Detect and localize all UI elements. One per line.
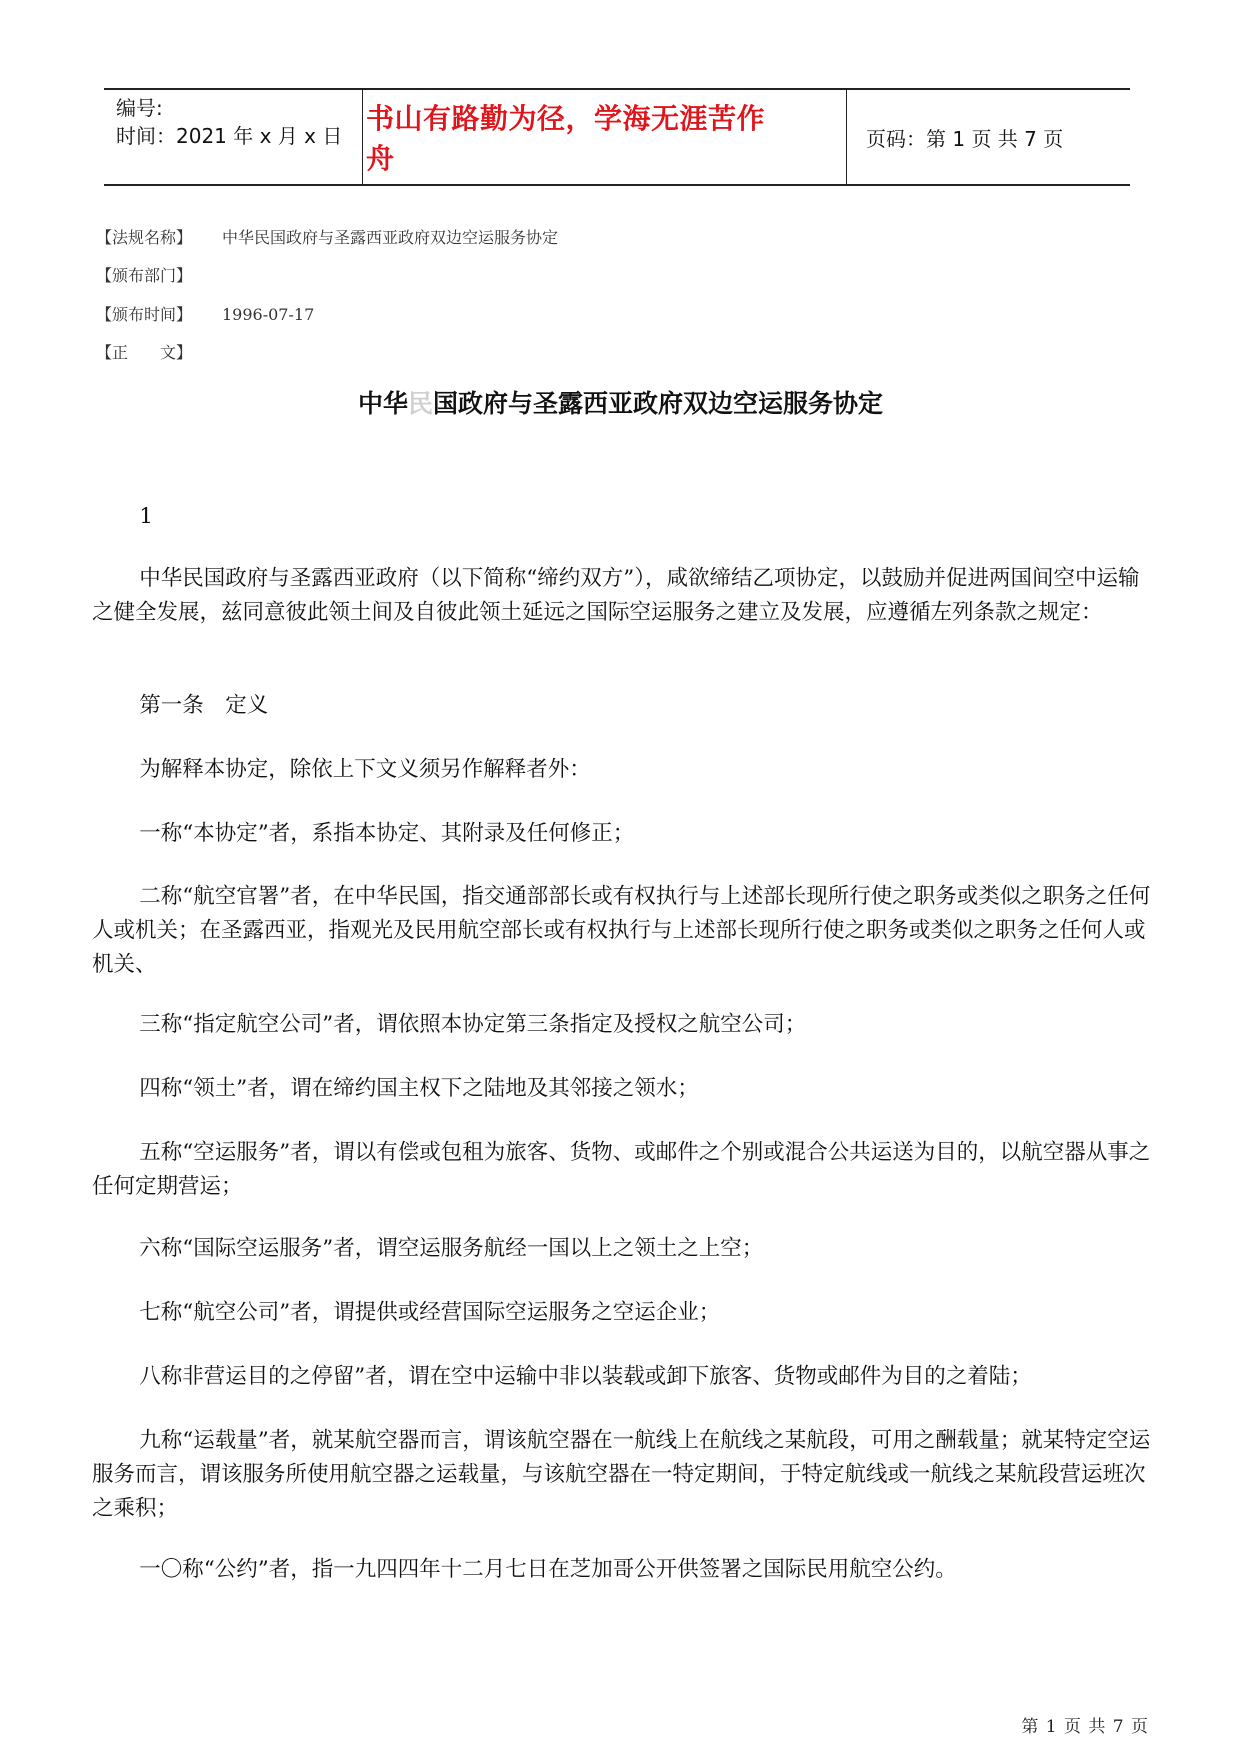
header-motto: 书山有路勤为径，学海无涯苦作舟 [366,102,766,175]
paragraph [92,1232,1156,1266]
paragraph [92,1553,1156,1587]
paragraph-text: 为解释本协定，除依上下文义须另作解释者外： [139,757,591,782]
paragraph-text: 四称“领土”者，谓在缔约国主权下之陆地及其邻接之领水； [139,1076,699,1101]
paragraph [92,1136,1156,1204]
paragraph [92,880,1156,982]
paragraph-text: 三称“指定航空公司”者，谓依照本协定第三条指定及授权之航空公司； [139,1012,807,1037]
paragraph-text: 五称“空运服务”者，谓以有偿或包租为旅客、货物、或邮件之个别或混合公共运送为目的，以航空器从事之任何定期营运； [92,1140,1151,1199]
header-divider [846,90,847,184]
header-info [116,94,356,150]
paragraph-text: 八称非营运目的之停留”者，谓在空中运输中非以装载或卸下旅客、货物或邮件为目的之着陆； [139,1364,1032,1389]
paragraph [92,562,1156,630]
article-heading: 第一条 定义 [139,693,269,718]
paragraph-text: 九称“运载量”者，就某航空器而言，谓该航空器在一航线上在航线之某航段，可用之酬载量；就某特定空运服务而言，谓该服务所使用航空器之运载量，与该航空器在一特定期间，于特定航线或一航线之某航段营运班次之乘积； [92,1428,1151,1521]
paragraph-text: 二称“航空官署”者，在中华民国，指交通部部长或有权执行与上述部长现所行使之职务或类似之职务之任何人或机关；在圣露西亚，指观光及民用航空部长或有权执行与上述部长现所行使之职务或类似之职务之任何人或机关、 [92,884,1151,977]
title-part: 国政府与圣露西亚政府双边空运服务协定 [433,389,884,418]
paragraph-text: 七称“航空公司”者，谓提供或经营国际空运服务之空运企业； [139,1300,721,1325]
number-label: 编号: [116,96,163,120]
paragraph-text: 一〇称“公约”者，指一九四四年十二月七日在芝加哥公开供签署之国际民用航空公约。 [139,1557,957,1582]
paragraph [92,689,1156,723]
paragraph [92,1072,1156,1106]
paragraph-text: 六称“国际空运服务”者，谓空运服务航经一国以上之领土之上空； [139,1236,764,1261]
meta-row-body [96,340,222,363]
header-divider [362,90,363,184]
paragraph [92,1296,1156,1330]
paragraph-text: 一称“本协定”者，系指本协定、其附录及任何修正； [139,821,635,846]
paragraph [92,817,1156,851]
paragraph [92,753,1156,787]
meta-row-department [96,263,222,286]
document-header [104,88,1130,186]
title-part-highlight: 民 [407,389,433,418]
page-footer: 第 1 页 共 7 页 [1021,1717,1149,1737]
header-page-label: 页码：第 1 页 共 7 页 [866,126,1064,151]
paragraph [92,1360,1156,1394]
paragraph [92,1008,1156,1042]
paragraph-text: 中华民国政府与圣露西亚政府（以下简称“缔约双方”），咸欲缔结乙项协定，以鼓励并促进两国间空中运输之健全发展，兹同意彼此领土间及自彼此领土延远之国际空运服务之建立及发展，应遵循左列条款之规定： [92,566,1140,625]
meta-row-date [96,302,314,325]
meta-value: 中华民国政府与圣露西亚政府双边空运服务协定 [222,228,559,247]
section-number-block [92,500,1156,534]
meta-row-name [96,225,558,248]
meta-label: 【法规名称】 [96,228,193,247]
meta-label: 【颁布时间】 [96,305,193,324]
section-number: 1 [139,504,153,529]
title-part: 中华 [357,389,408,418]
paragraph [92,1424,1156,1526]
meta-value: 1996-07-17 [222,305,315,324]
meta-label: 【正 文】 [96,343,193,362]
meta-label: 【颁布部门】 [96,266,193,285]
time-label: 时间：2021 年 x 月 x 日 [116,124,343,148]
document-title [0,384,1241,420]
